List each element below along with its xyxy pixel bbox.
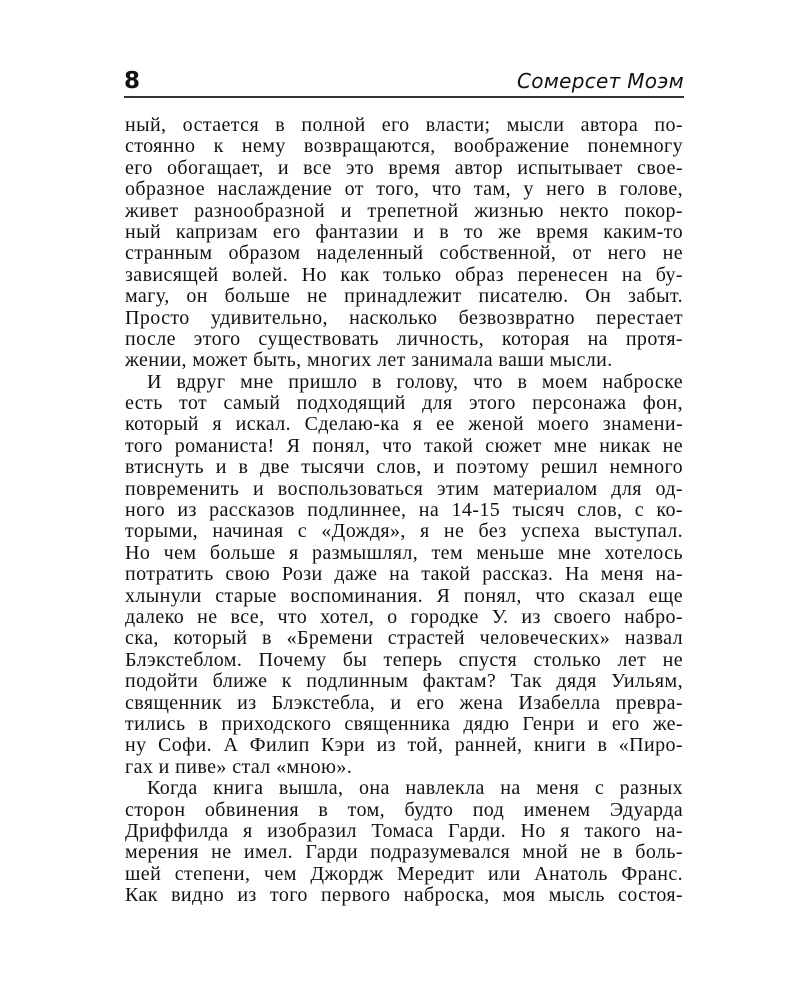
running-title: Сомерсет Моэм (516, 69, 684, 93)
header-rule (124, 96, 684, 98)
paragraph (125, 372, 683, 778)
page-number: 8 (124, 68, 141, 94)
text-line: есть тот самый подходящий для этого персонажа фон, (125, 392, 683, 415)
text-line: жении, может быть, многих лет занимала ваши мысли. (125, 349, 613, 372)
text-line: шей степени, чем Джордж Мередит или Анатоль Франс. (125, 862, 683, 885)
text-line: Блэкстеблом. Почему бы теперь спустя столько лет не (125, 648, 683, 671)
text-line: магу, он больше не принадлежит писателю. Он забыт. (125, 285, 683, 308)
text-line: повременить и воспользоваться этим материалом для од- (125, 477, 683, 500)
text-line: ный капризам его фантазии и в то же время каким-то (125, 220, 683, 243)
text-line: Но чем больше я размышлял, тем меньше мне хотелось (125, 541, 683, 564)
paragraph (125, 778, 683, 906)
text-line: живет разнообразной и трепетной жизнью некто покор- (125, 199, 683, 222)
text-line: ска, который в «Бремени страстей человеческих» назвал (125, 627, 683, 650)
text-line: втиснуть и в две тысячи слов, и поэтому решил немного (125, 456, 683, 479)
text-line: его обогащает, и все это время автор испытывает свое- (125, 156, 683, 179)
text-line: Просто удивительно, насколько безвозвратно перестает (125, 306, 683, 329)
text-line: далеко не все, что хотел, о городке У. из своего набро- (125, 605, 683, 628)
text-line: хлынули старые воспоминания. Я понял, что сказал еще (125, 584, 683, 607)
text-line: образное наслаждение от того, что там, у него в голове, (125, 178, 683, 201)
text-line: подойти ближе к подлинным фактам? Так дядя Уильям, (125, 670, 683, 693)
text-line: ного из рассказов подлиннее, на 14-15 тысяч слов, с ко- (125, 499, 683, 522)
text-line: Когда книга вышла, она навлекла на меня с разных (147, 777, 683, 800)
text-line: потратить свою Рози даже на такой рассказ. На меня на- (125, 563, 683, 586)
paragraph (125, 115, 683, 372)
text-line: тились в приходского священника дядю Генри и его же- (125, 712, 683, 735)
text-line: ну Софи. А Филип Кэри из той, ранней, книги в «Пиро- (125, 734, 683, 757)
text-line: мерения не имел. Гарди подразумевался мной не в боль- (125, 841, 683, 864)
body-text (125, 115, 683, 906)
text-line: который я искал. Сделаю-ка я ее женой моего знамени- (125, 413, 683, 436)
text-line: зависящей волей. Но как только образ перенесен на бу- (125, 263, 683, 286)
text-line: И вдруг мне пришло в голову, что в моем наброске (147, 370, 683, 393)
text-line: после этого существовать личность, которая на протя- (125, 327, 683, 350)
text-line: гах и пиве» стал «мною». (125, 755, 353, 778)
text-line: священник из Блэкстебла, и его жена Изабелла превра- (125, 691, 683, 714)
text-line: Как видно из того первого наброска, моя мысль состоя- (125, 884, 683, 907)
text-line: торыми, начиная с «Дождя», я не без успеха выступал. (125, 520, 683, 543)
text-line: Дриффилда я изобразил Томаса Гарди. Но я такого на- (125, 819, 683, 842)
text-line: ный, остается в полной его власти; мысли автора по- (125, 114, 683, 136)
text-line: стоянно к нему возвращаются, воображение понемногу (125, 135, 683, 158)
text-line: сторон обвинения в том, будто под именем Эдуарда (125, 798, 683, 821)
text-line: того романиста! Я понял, что такой сюжет мне никак не (125, 434, 683, 457)
page-header (124, 66, 684, 96)
text-line: странным образом наделенный собственной, от него не (125, 242, 683, 265)
